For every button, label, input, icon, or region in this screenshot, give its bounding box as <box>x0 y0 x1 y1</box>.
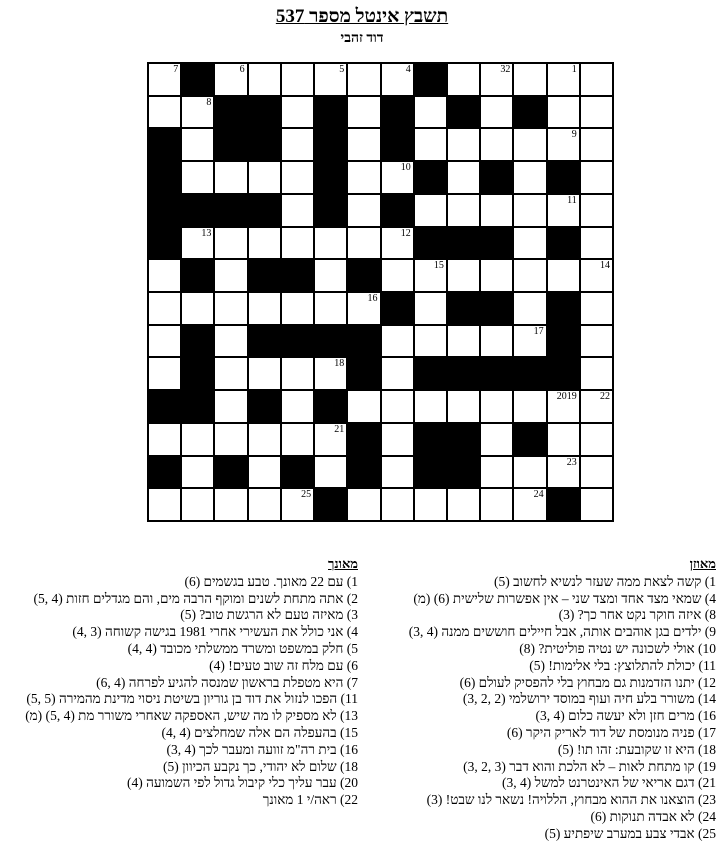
black-cell <box>281 456 314 489</box>
grid-cell[interactable] <box>547 63 580 96</box>
black-cell <box>347 357 380 390</box>
grid-cell[interactable] <box>580 390 613 423</box>
grid-cell[interactable] <box>547 456 580 489</box>
grid-cell[interactable] <box>414 96 447 129</box>
across-clues <box>366 556 716 843</box>
black-cell <box>248 96 281 129</box>
grid-cell[interactable] <box>381 390 414 423</box>
across-clue: 21) דגם אריאי של האינטרנט למשל (4 ,3) <box>502 775 716 791</box>
across-clue: 16) מרים חזן ולא יעשה כלום (4 ,3) <box>535 708 716 724</box>
grid-cell[interactable] <box>214 488 247 521</box>
grid-cell[interactable] <box>547 259 580 292</box>
black-cell <box>447 357 480 390</box>
grid-cell[interactable] <box>447 325 480 358</box>
across-clue: 8) איזה חוקר נקט אחר כך? (3) <box>558 607 716 623</box>
black-cell <box>214 128 247 161</box>
grid-cell[interactable] <box>347 390 380 423</box>
black-cell <box>547 292 580 325</box>
grid-cell[interactable] <box>347 63 380 96</box>
grid-cell[interactable] <box>547 390 580 423</box>
grid-cell[interactable] <box>248 488 281 521</box>
grid-cell[interactable] <box>580 63 613 96</box>
grid-cell[interactable] <box>414 390 447 423</box>
black-cell <box>347 259 380 292</box>
grid-cell[interactable] <box>480 488 513 521</box>
black-cell <box>414 423 447 456</box>
grid-cell[interactable] <box>181 423 214 456</box>
across-clue: 19) קו מתחת לאות – לא הלכת והוא דבר (3 ,2 ,3) <box>463 758 716 774</box>
grid-cell[interactable] <box>513 325 546 358</box>
grid-cell[interactable] <box>414 325 447 358</box>
across-clue: 14) משורר בלע חיה ועוף במוסד ירושלמי (2 ,2 ,3) <box>462 691 716 707</box>
black-cell <box>281 259 314 292</box>
grid-cell[interactable] <box>480 423 513 456</box>
grid-cell[interactable] <box>181 96 214 129</box>
grid-cell[interactable] <box>580 292 613 325</box>
black-cell <box>480 227 513 260</box>
grid-cell[interactable] <box>248 456 281 489</box>
black-cell <box>181 390 214 423</box>
clue-number: 17 <box>533 325 544 337</box>
grid-cell[interactable] <box>447 488 480 521</box>
down-clue: 1) עם 22 מאונך. טבע בגשמים (6) <box>184 573 358 589</box>
grid-cell[interactable] <box>580 357 613 390</box>
black-cell <box>148 227 181 260</box>
grid-cell[interactable] <box>214 292 247 325</box>
grid-cell[interactable] <box>248 161 281 194</box>
black-cell <box>248 390 281 423</box>
grid-cell[interactable] <box>480 456 513 489</box>
crossword-grid <box>147 62 614 522</box>
grid-cell[interactable] <box>513 161 546 194</box>
grid-cell[interactable] <box>214 63 247 96</box>
grid-cell[interactable] <box>447 63 480 96</box>
grid-cell[interactable] <box>580 161 613 194</box>
grid-cell[interactable] <box>214 325 247 358</box>
grid-cell[interactable] <box>381 357 414 390</box>
clue-number: 10 <box>400 162 411 174</box>
down-clue: 15) בהעפלה הם אלה שמחלצים (4 ,4) <box>161 724 358 740</box>
down-clue: 4) אני כולל את העשירי אחרי 1981 בגישה קשוחה (3 ,4) <box>72 624 358 640</box>
grid-cell[interactable] <box>148 259 181 292</box>
grid-cell[interactable] <box>248 63 281 96</box>
puzzle-author: דוד זהבי <box>340 31 384 46</box>
grid-cell[interactable] <box>547 128 580 161</box>
grid-cell[interactable] <box>347 292 380 325</box>
grid-cell[interactable] <box>580 423 613 456</box>
black-cell <box>513 357 546 390</box>
down-clue: 3) מאיזה טעם לא הרגשת טוב? (5) <box>180 607 358 623</box>
grid-cell[interactable] <box>513 227 546 260</box>
grid-cell[interactable] <box>414 128 447 161</box>
black-cell <box>181 259 214 292</box>
black-cell <box>381 292 414 325</box>
grid-cell[interactable] <box>480 96 513 129</box>
down-clue: 11) הפכו לנזול את דוד בן גוריון בשיטת ניסוי מדינת מהמירה (5 ,5) <box>26 691 358 707</box>
clue-number: 13 <box>201 227 212 239</box>
clue-number: 6 <box>239 64 245 75</box>
grid-cell[interactable] <box>513 63 546 96</box>
clue-number: 2019 <box>556 391 577 403</box>
grid-cell[interactable] <box>148 488 181 521</box>
grid-cell[interactable] <box>314 456 347 489</box>
black-cell <box>447 227 480 260</box>
grid-cell[interactable] <box>580 128 613 161</box>
black-cell <box>248 128 281 161</box>
grid-cell[interactable] <box>447 128 480 161</box>
black-cell <box>447 423 480 456</box>
black-cell <box>148 161 181 194</box>
grid-cell[interactable] <box>281 194 314 227</box>
grid-cell[interactable] <box>580 194 613 227</box>
grid-cell[interactable] <box>513 456 546 489</box>
grid-cell[interactable] <box>148 357 181 390</box>
grid-cell[interactable] <box>181 161 214 194</box>
grid-cell[interactable] <box>281 63 314 96</box>
grid-cell[interactable] <box>381 325 414 358</box>
grid-cell[interactable] <box>314 423 347 456</box>
grid-cell[interactable] <box>480 128 513 161</box>
black-cell <box>148 128 181 161</box>
across-clue: 18) היא זו שקובעת: זהו תו! (5) <box>557 741 716 757</box>
down-clue: 5) חלק במשפט ומשרד ממשלתי מכובד (4 ,4) <box>127 640 358 656</box>
grid-cell[interactable] <box>214 161 247 194</box>
down-clue: 2) אתה מתחת לשנים ומוקף הרבה מים, והם מגדלים חזות (4 ,5) <box>33 590 358 606</box>
across-clue: 23) הוצאנו את ההוא מבחוץ, הללויה! נשאר לנו שבט! (3) <box>426 792 716 808</box>
grid-cell[interactable] <box>281 488 314 521</box>
grid-cell[interactable] <box>513 292 546 325</box>
black-cell <box>148 456 181 489</box>
grid-cell[interactable] <box>547 423 580 456</box>
black-cell <box>314 161 347 194</box>
grid-cell[interactable] <box>214 357 247 390</box>
black-cell <box>513 96 546 129</box>
black-cell <box>281 325 314 358</box>
grid-cell[interactable] <box>181 488 214 521</box>
grid-cell[interactable] <box>580 488 613 521</box>
grid-cell[interactable] <box>580 259 613 292</box>
grid-cell[interactable] <box>181 292 214 325</box>
down-clue: 18) שלום לא יהודי, כך נקבע הכיוון (5) <box>163 758 358 774</box>
grid-cell[interactable] <box>214 227 247 260</box>
grid-cell[interactable] <box>480 194 513 227</box>
black-cell <box>314 194 347 227</box>
clue-number: 5 <box>339 64 345 75</box>
black-cell <box>314 128 347 161</box>
grid-cell[interactable] <box>214 259 247 292</box>
black-cell <box>214 194 247 227</box>
black-cell <box>314 325 347 358</box>
grid-cell[interactable] <box>214 423 247 456</box>
black-cell <box>414 456 447 489</box>
grid-cell[interactable] <box>281 357 314 390</box>
black-cell <box>214 96 247 129</box>
grid-cell[interactable] <box>547 96 580 129</box>
down-clue: 7) היא מטפלת בראשון שמנסה להגיע לפרחה (4 ,6) <box>96 674 358 690</box>
grid-cell[interactable] <box>347 96 380 129</box>
grid-cell[interactable] <box>181 128 214 161</box>
black-cell <box>547 161 580 194</box>
black-cell <box>381 96 414 129</box>
grid-cell[interactable] <box>148 96 181 129</box>
black-cell <box>447 456 480 489</box>
grid-cell[interactable] <box>314 357 347 390</box>
black-cell <box>414 161 447 194</box>
black-cell <box>248 194 281 227</box>
clue-number: 23 <box>566 456 577 468</box>
clue-number: 4 <box>405 64 411 75</box>
clue-number: 14 <box>600 260 610 272</box>
grid-cell[interactable] <box>314 292 347 325</box>
across-clue: 12) יתנו הזדמנות גם מבחוץ בלי להפסיק לעולם (6) <box>459 674 716 690</box>
grid-cell[interactable] <box>381 63 414 96</box>
grid-cell[interactable] <box>281 128 314 161</box>
grid-cell[interactable] <box>314 227 347 260</box>
grid-cell[interactable] <box>414 292 447 325</box>
clue-number: 32 <box>500 64 511 75</box>
grid-cell[interactable] <box>248 227 281 260</box>
clue-number: 11 <box>567 194 577 206</box>
grid-cell[interactable] <box>347 161 380 194</box>
clue-number: 1 <box>571 64 577 75</box>
across-heading: מאוזן <box>689 556 716 571</box>
clue-number: 12 <box>400 227 411 239</box>
black-cell <box>248 325 281 358</box>
down-clue: 6) עם מלח זה שוב טעים! (4) <box>209 657 358 673</box>
across-clue: 9) ילדים בגן אוהבים אותה, אבל חיילים חוששים ממנה (4 ,3) <box>408 624 716 640</box>
black-cell <box>381 194 414 227</box>
across-clue: 1) קשה לצאת ממה שעזר לנשיא לחשוב (5) <box>494 573 716 589</box>
grid-cell[interactable] <box>281 161 314 194</box>
grid-cell[interactable] <box>281 292 314 325</box>
black-cell <box>148 390 181 423</box>
clue-number: 8 <box>206 96 212 108</box>
black-cell <box>347 325 380 358</box>
black-cell <box>547 488 580 521</box>
grid-cell[interactable] <box>447 390 480 423</box>
across-clue: 11) יכולת להתלוצץ: בלי אלימות! (5) <box>529 657 716 673</box>
grid-cell[interactable] <box>248 292 281 325</box>
grid-cell[interactable] <box>513 128 546 161</box>
grid-cell[interactable] <box>214 390 247 423</box>
clue-number: 7 <box>173 64 179 75</box>
black-cell <box>214 456 247 489</box>
grid-cell[interactable] <box>580 227 613 260</box>
black-cell <box>414 63 447 96</box>
grid-cell[interactable] <box>281 227 314 260</box>
puzzle-title: תשבץ אינטל מספר 537 <box>275 6 449 27</box>
down-clue: 13) לא מספיק לו מה שיש, האספקה שאחרי משורר מת (4 ,5) (מ) <box>25 708 358 724</box>
grid-cell[interactable] <box>281 96 314 129</box>
black-cell <box>347 423 380 456</box>
black-cell <box>181 194 214 227</box>
grid-cell[interactable] <box>347 128 380 161</box>
black-cell <box>480 357 513 390</box>
grid-cell[interactable] <box>513 390 546 423</box>
across-clue: 25) אבדי צבע במערב שיפתיע (5) <box>544 825 716 841</box>
grid-cell[interactable] <box>347 194 380 227</box>
grid-cell[interactable] <box>148 325 181 358</box>
black-cell <box>480 292 513 325</box>
grid-cell[interactable] <box>248 357 281 390</box>
black-cell <box>447 96 480 129</box>
down-heading: מאונך <box>328 556 358 571</box>
grid-cell[interactable] <box>381 488 414 521</box>
clue-number: 21 <box>334 423 345 435</box>
black-cell <box>181 357 214 390</box>
grid-cell[interactable] <box>480 390 513 423</box>
grid-cell[interactable] <box>580 456 613 489</box>
grid-cell[interactable] <box>381 227 414 260</box>
grid-cell[interactable] <box>314 259 347 292</box>
down-clue: 22) ראה/י 1 מאונך <box>262 792 358 808</box>
black-cell <box>480 161 513 194</box>
grid-cell[interactable] <box>347 227 380 260</box>
clue-number: 15 <box>433 260 444 272</box>
grid-cell[interactable] <box>314 63 347 96</box>
black-cell <box>414 357 447 390</box>
grid-cell[interactable] <box>513 194 546 227</box>
grid-cell[interactable] <box>480 63 513 96</box>
grid-cell[interactable] <box>148 63 181 96</box>
clue-number: 9 <box>571 129 577 141</box>
grid-cell[interactable] <box>281 390 314 423</box>
black-cell <box>381 128 414 161</box>
grid-cell[interactable] <box>181 456 214 489</box>
clue-number: 18 <box>334 358 345 370</box>
clue-number: 22 <box>600 391 610 403</box>
grid-cell[interactable] <box>414 194 447 227</box>
black-cell <box>314 96 347 129</box>
grid-cell[interactable] <box>181 227 214 260</box>
black-cell <box>148 194 181 227</box>
black-cell <box>547 357 580 390</box>
black-cell <box>414 227 447 260</box>
black-cell <box>181 63 214 96</box>
grid-cell[interactable] <box>381 423 414 456</box>
grid-cell[interactable] <box>480 325 513 358</box>
grid-cell[interactable] <box>381 456 414 489</box>
grid-cell[interactable] <box>547 194 580 227</box>
down-clues <box>8 556 358 809</box>
grid-cell[interactable] <box>414 259 447 292</box>
grid-cell[interactable] <box>447 161 480 194</box>
grid-cell[interactable] <box>447 194 480 227</box>
grid-cell[interactable] <box>480 259 513 292</box>
grid-cell[interactable] <box>414 488 447 521</box>
down-clue: 20) עבר עליך כלי קיבול גדול לפי השמועה (4) <box>127 775 358 791</box>
grid-cell[interactable] <box>248 423 281 456</box>
black-cell <box>181 325 214 358</box>
grid-cell[interactable] <box>381 161 414 194</box>
across-clue: 10) אולי לשכונה יש נטיה פוליטית? (8) <box>519 640 716 656</box>
clue-number: 24 <box>533 489 544 501</box>
black-cell <box>347 456 380 489</box>
across-clue: 4) שמאי מצד אחד ומצד שני – אין אפשרות שלישית (6) (מ) <box>413 590 716 606</box>
grid-cell[interactable] <box>281 423 314 456</box>
across-clue: 17) פניה מנומסת של דוד לאריק היקר (6) <box>506 724 716 740</box>
black-cell <box>513 423 546 456</box>
grid-cell[interactable] <box>580 96 613 129</box>
grid-cell[interactable] <box>580 325 613 358</box>
grid-cell[interactable] <box>513 488 546 521</box>
across-clue: 24) לא אבדה תנוקות (6) <box>590 808 716 824</box>
black-cell <box>547 325 580 358</box>
clue-number: 16 <box>367 293 378 304</box>
black-cell <box>248 259 281 292</box>
clue-number: 25 <box>301 489 312 501</box>
grid-cell[interactable] <box>148 292 181 325</box>
black-cell <box>314 390 347 423</box>
black-cell <box>447 292 480 325</box>
grid-cell[interactable] <box>347 488 380 521</box>
grid-cell[interactable] <box>447 259 480 292</box>
down-clue: 16) בית רה"מ זוועה ומעבר לכך (4 ,3) <box>166 741 358 757</box>
grid-cell[interactable] <box>148 423 181 456</box>
grid-cell[interactable] <box>513 259 546 292</box>
black-cell <box>547 227 580 260</box>
grid-cell[interactable] <box>381 259 414 292</box>
black-cell <box>314 488 347 521</box>
